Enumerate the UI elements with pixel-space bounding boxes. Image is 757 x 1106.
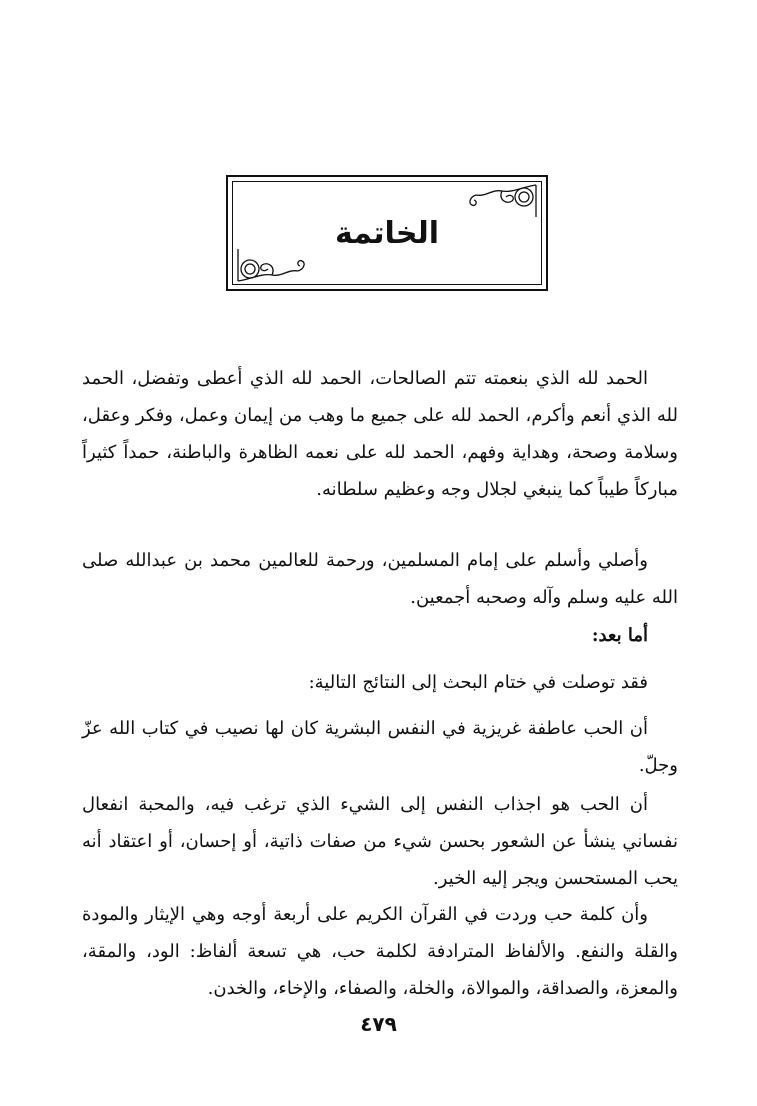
floral-ornament-icon: [462, 183, 538, 219]
paragraph-text: وأن كلمة حب وردت في القرآن الكريم على أربعة أوجه وهي الإيثار والمودة والقلة والنفع. والألفاظ المترادفة لكلمة حب، هي تسعة ألفاظ: الود، والمقة، والمعزة، والصداقة، والموالاة، والخلة، والصفاء، والإخاء، والخدن.: [82, 904, 678, 999]
paragraph-salutation: [82, 542, 678, 616]
paragraph-text: الحمد لله الذي بنعمته تتم الصالحات، الحمد لله الذي أعطى وتفضل، الحمد لله الذي أنعم وأكرم، الحمد لله على جميع ما وهب من إيمان وعمل، وفكر وعقل، وسلامة وصحة، وهداية وفهم، الحمد لله على نعمه الظاهرة والباطنة، حمداً كثيراً مباركاً طيباً كما ينبغي لجلال وجه وعظيم سلطانه.: [82, 368, 678, 500]
paragraph-result-2: [82, 786, 678, 897]
paragraph-result-1: [82, 710, 678, 784]
paragraph-text: أن الحب عاطفة غريزية في النفس البشرية كان لها نصيب في كتاب الله عزّ وجلّ.: [82, 718, 678, 776]
paragraph-text: أن الحب هو اجذاب النفس إلى الشيء الذي ترغب فيه، والمحبة انفعال نفساني ينشأ عن الشعور بحسن شيء من صفات ذاتية، أو إحسان، أو اعتقاد أنه يحب المستحسن ويجر إليه الخير.: [82, 794, 678, 889]
page-number: ٤٧٩: [360, 1012, 397, 1036]
paragraph-result-3: [82, 896, 678, 1007]
title-frame: [226, 175, 548, 291]
paragraph-text: فقد توصلت في ختام البحث إلى النتائج التالية:: [308, 672, 648, 693]
floral-ornament-icon: [236, 247, 312, 283]
paragraph-intro: [82, 664, 678, 701]
page-title: الخاتمة: [334, 215, 439, 251]
heading-text: أما بعد:: [591, 625, 648, 646]
paragraph-praise: [82, 360, 678, 508]
section-heading: [82, 617, 678, 654]
paragraph-text: وأصلي وأسلم على إمام المسلمين، ورحمة للعالمين محمد بن عبدالله صلى الله عليه وسلم وآله وصحبه أجمعين.: [82, 550, 678, 608]
